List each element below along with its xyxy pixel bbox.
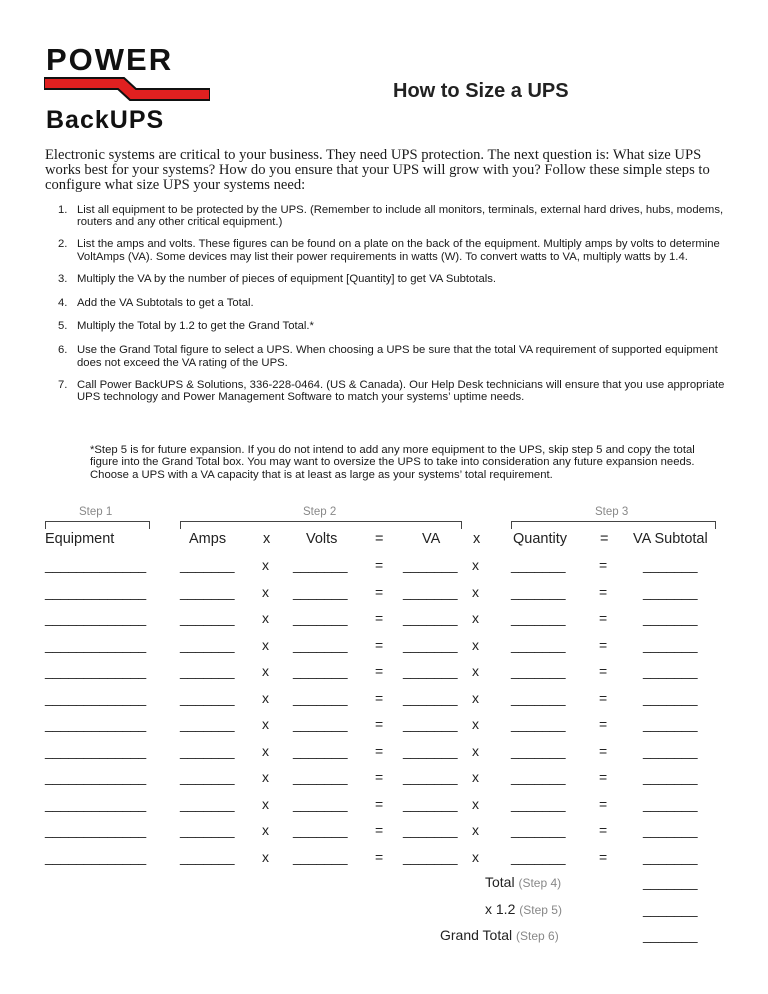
va-subtotal-blank[interactable]: _______ bbox=[643, 583, 698, 600]
va-subtotal-blank[interactable]: _______ bbox=[643, 557, 698, 573]
header-equipment: Equipment bbox=[45, 531, 115, 547]
equipment-blank[interactable]: _____________ bbox=[45, 716, 147, 732]
total-label-text: Grand Total bbox=[440, 927, 513, 943]
volts-blank[interactable]: _______ bbox=[293, 742, 348, 759]
times-sign: x bbox=[472, 795, 479, 812]
power-backups-logo bbox=[44, 42, 212, 134]
step-item bbox=[58, 379, 730, 403]
equipment-blank[interactable]: _____________ bbox=[45, 795, 147, 812]
step-number: 1. bbox=[58, 204, 68, 216]
step-number: 5. bbox=[58, 320, 68, 333]
times-sign: x bbox=[262, 822, 269, 838]
step-1-bracket bbox=[45, 521, 150, 529]
va-subtotal-blank[interactable]: _______ bbox=[643, 663, 698, 679]
equipment-blank[interactable]: _____________ bbox=[45, 610, 147, 626]
times-sign: x bbox=[472, 663, 479, 679]
amps-blank[interactable]: _______ bbox=[180, 557, 235, 573]
quantity-blank[interactable]: _______ bbox=[511, 795, 566, 812]
equipment-blank[interactable]: _____________ bbox=[45, 769, 147, 785]
header-equals-2: = bbox=[600, 531, 609, 547]
instruction-steps-list bbox=[58, 204, 730, 403]
va-blank[interactable]: _______ bbox=[403, 822, 458, 838]
times-sign: x bbox=[472, 689, 479, 706]
equals-sign: = bbox=[375, 769, 384, 785]
va-subtotal-blank[interactable]: _______ bbox=[643, 848, 698, 865]
step-item bbox=[58, 238, 730, 262]
step-number: 7. bbox=[58, 378, 68, 391]
amps-blank[interactable]: _______ bbox=[180, 848, 235, 865]
quantity-blank[interactable]: _______ bbox=[511, 583, 566, 600]
times-sign: x bbox=[262, 583, 269, 600]
intro-paragraph: Electronic systems are critical to your business. They need UPS protection. The next question is: What size UPS works best for your systems? How do you ensure that your UPS will grow with you? Follow these simple steps to configure what size UPS your systems need: bbox=[45, 147, 710, 193]
equals-sign: = bbox=[599, 848, 608, 865]
equals-sign: = bbox=[599, 822, 608, 838]
times-sign: x bbox=[262, 716, 269, 732]
equals-sign: = bbox=[375, 742, 384, 759]
step-2-label: Step 2 bbox=[303, 506, 337, 518]
quantity-blank[interactable]: _______ bbox=[511, 689, 566, 706]
step-number: 3. bbox=[58, 272, 68, 285]
equals-sign: = bbox=[599, 742, 608, 759]
step-text: Add the VA Subtotals to get a Total. bbox=[77, 297, 254, 310]
va-subtotal-blank[interactable]: _______ bbox=[643, 795, 698, 812]
times-sign: x bbox=[472, 557, 479, 573]
expansion-note: *Step 5 is for future expansion. If you do not intend to add any more equipment to the UPS, skip step 5 and copy the total figure into the Grand Total box. You may want to oversize the UPS to take into consideration any future expansion needs. Choose a UPS with a VA capacity that is at least as large as your systems’ total requirement. bbox=[90, 444, 695, 481]
times-sign: x bbox=[472, 636, 479, 653]
volts-blank[interactable]: _______ bbox=[293, 769, 348, 785]
times-sign: x bbox=[472, 742, 479, 759]
va-subtotal-blank[interactable]: _______ bbox=[643, 742, 698, 759]
equipment-blank[interactable]: _____________ bbox=[45, 822, 147, 838]
step-number: 2. bbox=[58, 238, 68, 251]
equals-sign: = bbox=[599, 636, 608, 653]
equipment-blank[interactable]: _____________ bbox=[45, 848, 147, 865]
amps-blank[interactable]: _______ bbox=[180, 742, 235, 759]
equals-sign: = bbox=[599, 716, 608, 732]
va-blank[interactable]: _______ bbox=[403, 848, 458, 865]
equals-sign: = bbox=[375, 583, 384, 600]
va-subtotal-blank[interactable]: _______ bbox=[643, 610, 698, 626]
equipment-blank[interactable]: _____________ bbox=[45, 742, 147, 759]
header-va: VA bbox=[422, 531, 441, 547]
equals-sign: = bbox=[375, 689, 384, 706]
step-3-bracket bbox=[511, 521, 716, 529]
header-amps: Amps bbox=[189, 531, 227, 547]
quantity-blank[interactable]: _______ bbox=[511, 557, 566, 573]
step-1-label: Step 1 bbox=[79, 506, 113, 518]
total-label-text: x 1.2 bbox=[485, 900, 516, 917]
equals-sign: = bbox=[599, 689, 608, 706]
step-item bbox=[58, 273, 730, 285]
page-title: How to Size a UPS bbox=[393, 80, 569, 102]
header-times-1: x bbox=[263, 531, 271, 547]
amps-blank[interactable]: _______ bbox=[180, 769, 235, 785]
equals-sign: = bbox=[599, 557, 608, 573]
logo-red-wave-icon bbox=[44, 76, 210, 102]
step-text: Multiply the Total by 1.2 to get the Grand Total.* bbox=[77, 320, 314, 333]
times-sign: x bbox=[262, 795, 269, 812]
volts-blank[interactable]: _______ bbox=[293, 663, 348, 679]
step-2-bracket bbox=[180, 521, 462, 529]
quantity-blank[interactable]: _______ bbox=[511, 636, 566, 653]
times-sign: x bbox=[472, 769, 479, 785]
amps-blank[interactable]: _______ bbox=[180, 716, 235, 732]
times-sign: x bbox=[472, 848, 479, 865]
total-label bbox=[485, 874, 561, 890]
total-blank[interactable]: _______ bbox=[643, 900, 698, 917]
equipment-blank[interactable]: _____________ bbox=[45, 557, 147, 573]
step-text: Call Power BackUPS & Solutions, 336-228-0464. (US & Canada). Our Help Desk technicians will ensure that you use appropriate UPS technology and Power Management Software to match your systems’ uptime needs. bbox=[77, 378, 725, 404]
va-blank[interactable]: _______ bbox=[403, 610, 458, 626]
times-sign: x bbox=[262, 610, 269, 626]
equipment-blank[interactable]: _____________ bbox=[45, 663, 147, 679]
equals-sign: = bbox=[375, 663, 384, 679]
quantity-blank[interactable]: _______ bbox=[511, 742, 566, 759]
quantity-blank[interactable]: _______ bbox=[511, 848, 566, 865]
header-va-subtotal: VA Subtotal bbox=[633, 531, 708, 547]
va-subtotal-blank[interactable]: _______ bbox=[643, 636, 698, 653]
equals-sign: = bbox=[375, 716, 384, 732]
va-subtotal-blank[interactable]: _______ bbox=[643, 689, 698, 706]
times-sign: x bbox=[262, 636, 269, 653]
step-item bbox=[58, 344, 730, 368]
volts-blank[interactable]: _______ bbox=[293, 557, 348, 573]
header-times-2: x bbox=[473, 531, 481, 547]
logo-bottom-text: BackUPS bbox=[46, 106, 165, 134]
total-step-ref: (Step 5) bbox=[519, 902, 562, 917]
step-text: List all equipment to be protected by the UPS. (Remember to include all monitors, terminals, external hard drives, hubs, modems, routers and any other critical equipment.) bbox=[77, 204, 724, 229]
times-sign: x bbox=[262, 848, 269, 865]
va-blank[interactable]: _______ bbox=[403, 583, 458, 600]
volts-blank[interactable]: _______ bbox=[293, 848, 348, 865]
step-3-label: Step 3 bbox=[595, 506, 629, 518]
times-sign: x bbox=[472, 610, 479, 626]
times-sign: x bbox=[472, 583, 479, 600]
times-sign: x bbox=[262, 742, 269, 759]
total-step-ref: (Step 4) bbox=[518, 876, 562, 890]
quantity-blank[interactable]: _______ bbox=[511, 610, 566, 626]
logo-top-text: POWER bbox=[46, 42, 174, 77]
total-blank[interactable]: _______ bbox=[643, 874, 698, 890]
amps-blank[interactable]: _______ bbox=[180, 636, 235, 653]
va-blank[interactable]: _______ bbox=[403, 557, 458, 573]
times-sign: x bbox=[262, 663, 269, 679]
volts-blank[interactable]: _______ bbox=[293, 689, 348, 706]
times-sign: x bbox=[262, 769, 269, 785]
quantity-blank[interactable]: _______ bbox=[511, 769, 566, 785]
times-sign: x bbox=[472, 822, 479, 838]
equals-sign: = bbox=[375, 636, 384, 653]
va-blank[interactable]: _______ bbox=[403, 716, 458, 732]
header-equals-1: = bbox=[375, 531, 384, 547]
quantity-blank[interactable]: _______ bbox=[511, 716, 566, 732]
amps-blank[interactable]: _______ bbox=[180, 663, 235, 679]
va-subtotal-blank[interactable]: _______ bbox=[643, 769, 698, 785]
equals-sign: = bbox=[375, 557, 384, 573]
va-blank[interactable]: _______ bbox=[403, 636, 458, 653]
volts-blank[interactable]: _______ bbox=[293, 610, 348, 626]
step-item bbox=[58, 204, 730, 228]
amps-blank[interactable]: _______ bbox=[180, 795, 235, 812]
total-blank[interactable]: _______ bbox=[643, 927, 698, 943]
times-sign: x bbox=[262, 689, 269, 706]
equals-sign: = bbox=[375, 610, 384, 626]
volts-blank[interactable]: _______ bbox=[293, 795, 348, 812]
va-blank[interactable]: _______ bbox=[403, 689, 458, 706]
amps-blank[interactable]: _______ bbox=[180, 583, 235, 600]
quantity-blank[interactable]: _______ bbox=[511, 822, 566, 838]
va-blank[interactable]: _______ bbox=[403, 769, 458, 785]
total-label bbox=[440, 927, 559, 943]
equals-sign: = bbox=[599, 610, 608, 626]
header-quantity: Quantity bbox=[513, 531, 567, 547]
volts-blank[interactable]: _______ bbox=[293, 716, 348, 732]
equals-sign: = bbox=[599, 795, 608, 812]
quantity-blank[interactable]: _______ bbox=[511, 663, 566, 679]
step-item bbox=[58, 320, 730, 332]
va-subtotal-blank[interactable]: _______ bbox=[643, 822, 698, 838]
equipment-blank[interactable]: _____________ bbox=[45, 583, 147, 600]
equipment-blank[interactable]: _____________ bbox=[45, 636, 147, 653]
equals-sign: = bbox=[375, 795, 384, 812]
va-blank[interactable]: _______ bbox=[403, 742, 458, 759]
header-volts: Volts bbox=[306, 531, 338, 547]
equipment-blank[interactable]: _____________ bbox=[45, 689, 147, 706]
equals-sign: = bbox=[599, 663, 608, 679]
times-sign: x bbox=[262, 557, 269, 573]
va-blank[interactable]: _______ bbox=[403, 795, 458, 812]
amps-blank[interactable]: _______ bbox=[180, 610, 235, 626]
volts-blank[interactable]: _______ bbox=[293, 822, 348, 838]
va-blank[interactable]: _______ bbox=[403, 663, 458, 679]
step-item bbox=[58, 297, 730, 309]
total-label bbox=[485, 901, 562, 917]
step-text: List the amps and volts. These figures can be found on a plate on the back of the equipment. Multiply amps by volts to determine VoltAmps (VA). Some devices may list their power requirements in watts (W). To convert watts to VA, multiply watts by 1.4. bbox=[77, 238, 720, 263]
va-subtotal-blank[interactable]: _______ bbox=[643, 716, 698, 732]
step-text: Multiply the VA by the number of pieces of equipment [Quantity] to get VA Subtotals. bbox=[77, 272, 497, 285]
volts-blank[interactable]: _______ bbox=[293, 583, 348, 600]
step-text: Use the Grand Total figure to select a UPS. When choosing a UPS be sure that the total VA requirement of supported equipment does not exceed the VA rating of the UPS. bbox=[77, 344, 718, 369]
total-step-ref: (Step 6) bbox=[516, 929, 559, 943]
step-number: 4. bbox=[58, 297, 68, 310]
total-label-text: Total bbox=[485, 874, 515, 890]
step-number: 6. bbox=[58, 344, 68, 357]
equals-sign: = bbox=[599, 583, 608, 600]
amps-blank[interactable]: _______ bbox=[180, 822, 235, 838]
volts-blank[interactable]: _______ bbox=[293, 636, 348, 653]
equals-sign: = bbox=[375, 848, 384, 865]
equals-sign: = bbox=[599, 769, 608, 785]
times-sign: x bbox=[472, 716, 479, 732]
amps-blank[interactable]: _______ bbox=[180, 689, 235, 706]
equals-sign: = bbox=[375, 822, 384, 838]
